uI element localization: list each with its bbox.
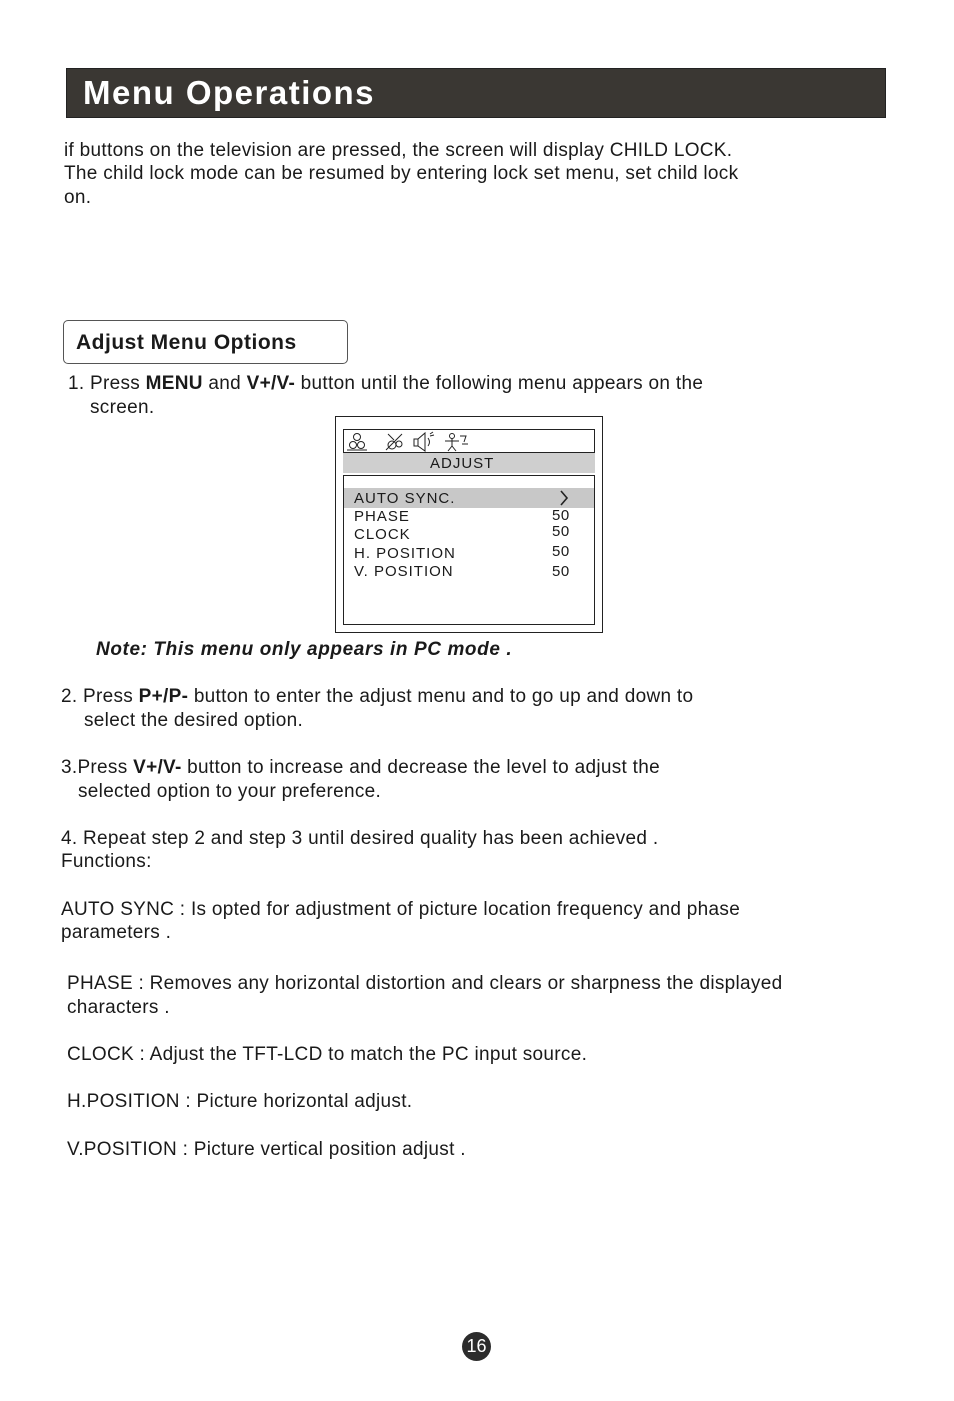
osd-value-clock: 50 (552, 523, 570, 540)
intro-line-1: if buttons on the television are pressed, the screen will display CHILD LOCK. (64, 140, 733, 161)
speaker-icon (414, 432, 434, 451)
step-2 (61, 685, 693, 709)
osd-header-label: ADJUST (430, 455, 495, 472)
channel-key: P+/P- (138, 686, 189, 707)
step-3-suffix: button to increase and decrease the level to adjust the (181, 757, 660, 778)
osd-item-phase[interactable]: PHASE (354, 508, 410, 525)
osd-item-v-position[interactable]: V. POSITION (354, 563, 454, 580)
step-3-line-2: selected option to your preference. (78, 781, 382, 802)
step-2-suffix: button to enter the adjust menu and to go up and down to (188, 686, 694, 707)
picture-icon (347, 434, 367, 451)
osd-item-clock[interactable]: CLOCK (354, 526, 411, 543)
auto-sync-desc-2: parameters . (61, 922, 172, 943)
step-1-prefix: 1. Press (68, 373, 146, 394)
page-title-bar (66, 68, 886, 118)
osd-menu-header (343, 453, 595, 473)
functions-heading: Functions: (61, 851, 152, 872)
step-3-prefix: 3.Press (61, 757, 134, 778)
step-2-prefix: 2. Press (61, 686, 139, 707)
volume-key-step-3: V+/V- (133, 757, 182, 778)
step-2-line-2: select the desired option. (84, 710, 304, 731)
page-number: 16 (462, 1332, 491, 1361)
osd-value-h-position: 50 (552, 543, 570, 560)
osd-item-auto-sync[interactable]: AUTO SYNC. (354, 490, 456, 507)
step-1-line-2: screen. (90, 397, 155, 418)
step-3 (61, 756, 660, 780)
menu-key: MENU (145, 373, 203, 394)
function-icon (445, 434, 468, 452)
step-1-suffix: button until the following menu appears on the (295, 373, 704, 394)
section-title: Adjust Menu Options (76, 331, 297, 354)
auto-sync-desc-1: AUTO SYNC : Is opted for adjustment of picture location frequency and phase (61, 899, 741, 920)
step-4: 4. Repeat step 2 and step 3 until desired quality has been achieved . (61, 828, 659, 849)
intro-line-3: on. (64, 187, 92, 208)
v-position-desc: V.POSITION : Picture vertical position adjust . (67, 1139, 466, 1160)
osd-value-phase: 50 (552, 507, 570, 524)
osd-value-v-position: 50 (552, 563, 570, 580)
osd-item-h-position[interactable]: H. POSITION (354, 545, 456, 562)
phase-desc-1: PHASE : Removes any horizontal distortion and clears or sharpness the displayed (67, 973, 783, 994)
h-position-desc: H.POSITION : Picture horizontal adjust. (67, 1091, 413, 1112)
osd-icons-svg (344, 430, 594, 452)
section-heading-box (63, 320, 348, 364)
volume-key: V+/V- (246, 373, 296, 394)
audio-icon (386, 434, 402, 450)
intro-line-2: The child lock mode can be resumed by entering lock set menu, set child lock (64, 163, 739, 184)
step-1-mid: and (202, 373, 247, 394)
page-title: Menu Operations (83, 74, 376, 111)
pc-mode-note: Note: This menu only appears in PC mode . (96, 639, 513, 660)
osd-icon-bar (343, 429, 595, 453)
phase-desc-2: characters . (67, 997, 170, 1018)
step-1 (68, 372, 703, 396)
clock-desc: CLOCK : Adjust the TFT-LCD to match the PC input source. (67, 1044, 588, 1065)
